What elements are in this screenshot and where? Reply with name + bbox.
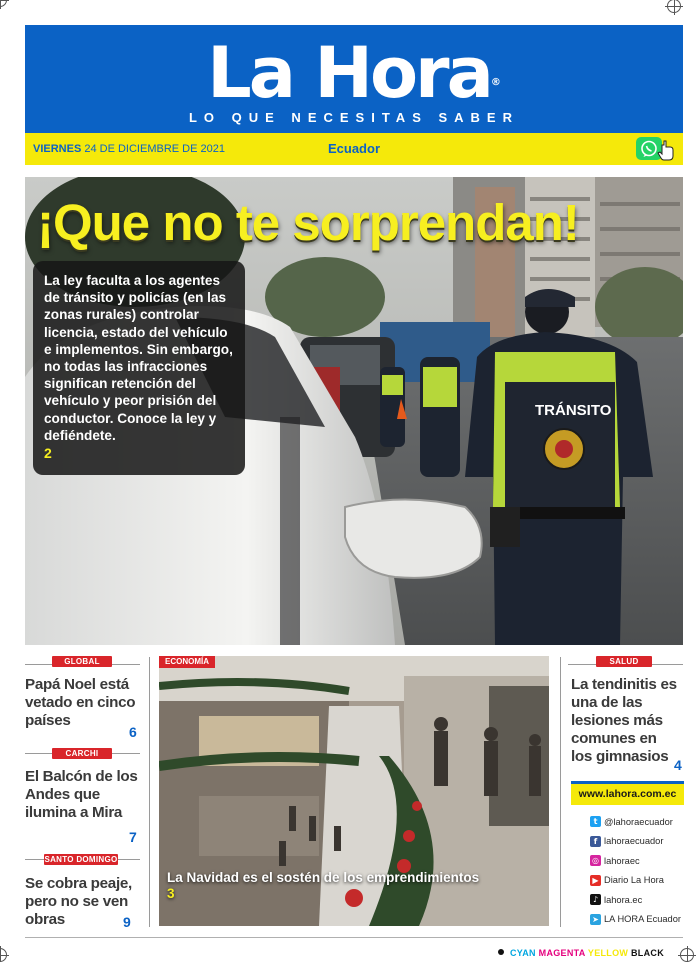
date-text: 24 DE DICIEMBRE DE 2021 [84,143,225,155]
caption-text: La Navidad es el sostén de los emprendimientos [167,870,480,885]
tagline: LO QUE NECESITAS SABER [188,110,519,125]
story-page-number: 7 [129,829,137,845]
section-tag-global: GLOBAL [52,656,112,667]
social-handle: lahoraecuador [604,836,664,846]
caption-page-number: 3 [167,886,175,901]
social-link[interactable] [590,816,673,827]
registration-mark-icon [680,948,694,962]
section-tag-santo-domingo: SANTO DOMINGO [44,855,118,864]
story-title[interactable]: Se cobra peaje, pero no se ven obras [25,875,132,928]
print-dot-icon [498,949,504,955]
story-title[interactable]: El Balcón de los Andes que ilumina a Mira [25,768,138,821]
story-page-number: 9 [123,914,131,930]
social-handle: lahoraec [604,855,640,866]
social-handle: LA HORA Ecuador [604,914,681,924]
print-color-label: BLACK [631,948,664,958]
print-color-label: CYAN [509,948,539,958]
column-divider [560,657,561,927]
story-title[interactable]: La tendinitis es una de las lesiones más comunes en los gimnasios [571,676,677,765]
social-handle: lahora.ec [604,894,643,905]
logo[interactable] [25,32,683,114]
vest-label: TRÁNSITO [535,402,612,419]
print-color-label: MAGENTA [538,948,588,958]
whatsapp-icon[interactable] [635,136,675,162]
section-tag-economia: ECONOMÍA [159,656,215,668]
masthead [25,25,683,133]
edition-label: Ecuador [327,141,380,156]
section-tag-carchi: CARCHI [52,748,112,759]
registration-mark-icon [0,0,7,7]
facebook-icon: f [590,836,601,847]
cover-page-number: 2 [44,445,52,462]
youtube-icon: ▶ [590,875,601,886]
print-color-bar [498,948,664,958]
print-color-label: YELLOW [587,948,631,958]
date-bar [25,133,683,165]
footer-rule [25,937,683,938]
social-link[interactable] [590,875,664,886]
registration-mark-icon [667,0,681,13]
column-divider [149,657,150,927]
website-link[interactable]: www.lahora.com.ec [571,781,684,805]
cover-lead-box[interactable] [33,261,245,475]
weekday: VIERNES [33,143,82,155]
cover-lead-text: La ley faculta a los agentes de tránsito y policías (en las zonas rurales) controlar licencia, estado del vehículo e implementos. Sin embargo, no todas las infracciones significan retención del vehículo y peor prisión del conductor. Conoce la ley y defiéndete. [44,273,233,443]
registration-mark-icon [0,948,7,962]
instagram-icon: ◎ [590,855,601,866]
cover-photo[interactable] [25,177,683,645]
cover-headline[interactable]: ¡Que no te sorprendan! [37,194,579,251]
social-handle: @lahoraecuador [604,816,673,827]
story-page-number: 6 [129,724,137,740]
telegram-icon: ➤ [590,914,601,925]
section-tag-salud: SALUD [596,656,652,667]
social-link[interactable] [590,836,663,847]
social-handle: Diario La Hora [604,875,664,885]
social-link[interactable] [590,914,681,925]
economy-photo-story[interactable] [159,656,549,926]
photo-caption [167,870,479,902]
social-link[interactable] [590,894,642,905]
story-title[interactable]: Papá Noel está vetado en cinco países [25,676,136,729]
registered-mark: ® [490,77,501,88]
social-link[interactable] [590,855,640,866]
story-page-number: 4 [674,757,682,773]
twitter-icon: t [590,816,601,827]
tiktok-icon: ♪ [590,894,601,905]
logo-text: La Hora [207,32,491,114]
